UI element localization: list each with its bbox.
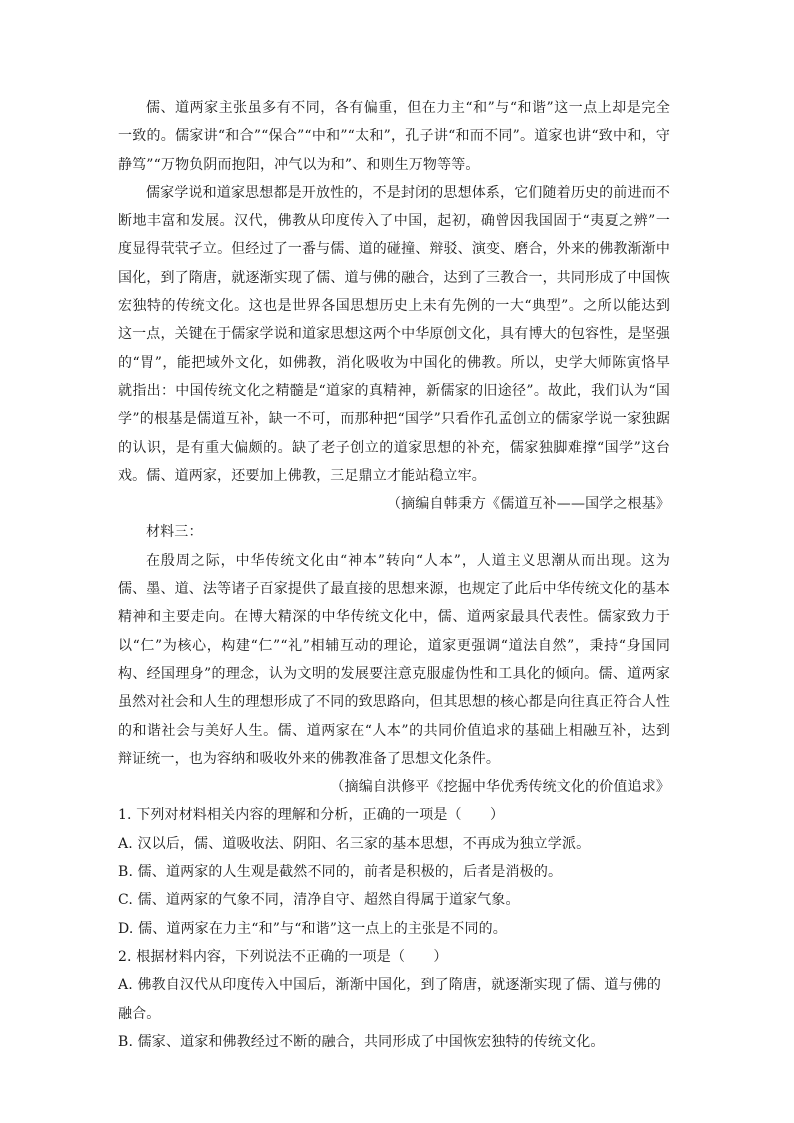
question-1-option-a: A. 汉以后，儒、道吸收法、阴阳、名三家的基本思想，不再成为独立学派。 (118, 835, 591, 852)
material3-source: （摘编自洪修平《挖掘中华优秀传统文化的价值追求》 (330, 779, 670, 796)
material2-paragraph-2: 儒家学说和道家思想都是开放性的，不是封闭的思想体系，它们随着历史的前进而不断地丰富和发展。汉代，佛教从印度传入了中国，起初，确曾因我国固于“夷夏之辨”一度显得茕茕孑立。但经过了一番与儒、道的碰撞、辩驳、演变、磨合，外来的佛教渐渐中国化，到了隋唐，就逐渐实现了儒、道与佛的融合，达到了三教合一，共同形成了中国恢宏独特的传统文化。这也是世界各国思想历史上未有先例的一大“典型”。之所以能达到这一点，关键在于儒家学说和道家思想这两个中华原创文化，具有博大的包容性，是坚强的“胃”，能把域外文化，如佛教，消化吸收为中国化的佛教。所以，史学大师陈寅恪早就指出：中国传统文化之精髓是“道家的真精神，新儒家的旧途径”。故此，我们认为“国学”的根基是儒道互补，缺一不可，而那种把“国学”只看作孔孟创立的儒家学说一家独踞的认识，是有重大偏颇的。缺了老子创立的道家思想的补充，儒家独脚难撑“国学”这台戏。儒、道两家，还要加上佛教，三足鼎立才能站稳立牢。 (118, 184, 670, 484)
material2-source: （摘编自韩秉方《儒道互补——国学之根基》 (387, 496, 670, 513)
question-1-stem: 1. 下列对材料相关内容的理解和分析，正确的一项是（ ） (118, 807, 505, 824)
question-2-option-a: A. 佛教自汉代从印度传入中国后，渐渐中国化，到了隋唐，就逐渐实现了儒、道与佛的融合。 (118, 977, 662, 1022)
document-page (118, 94, 670, 1056)
question-1-option-c: C. 儒、道两家的气象不同，清净自守、超然自得属于道家气象。 (118, 892, 520, 909)
material2-paragraph-1: 儒、道两家主张虽多有不同，各有偏重，但在力主“和”与“和谐”这一点上却是完全一致的。儒家讲“和合”“保合”“中和”“太和”，孔子讲“和而不同”。道家也讲“致中和，守静笃”“万物负阴而抱阳，冲气以为和”、和则生万物等等。 (118, 100, 670, 173)
material3-paragraph-1: 在殷周之际，中华传统文化由“神本”转向“人本”，人道主义思潮从而出现。这为儒、墨、道、法等诸子百家提供了最直接的思想来源，也规定了此后中华传统文化的基本精神和主要走向。在博大精深的中华传统文化中，儒、道两家最具代表性。儒家致力于以“仁”为核心，构建“仁”“礼”相辅互动的理论，道家更强调“道法自然”，秉持“身国同构、经国理身”的理念，认为文明的发展要注意克服虚伪性和工具化的倾向。儒、道两家虽然对社会和人生的理想形成了不同的致思路向，但其思想的核心都是向往真正符合人性的和谐社会与美好人生。儒、道两家在“人本”的共同价值追求的基础上相融互补，达到辩证统一，也为容纳和吸收外来的佛教准备了思想文化条件。 (118, 552, 670, 767)
question-2-option-b: B. 儒家、道家和佛教经过不断的融合，共同形成了中国恢宏独特的传统文化。 (118, 1033, 605, 1050)
question-2 (118, 943, 670, 1056)
question-1-option-b: B. 儒、道两家的人生观是截然不同的，前者是积极的，后者是消极的。 (118, 864, 563, 881)
question-2-stem: 2. 根据材料内容，下列说法不正确的一项是（ ） (118, 948, 448, 965)
question-1 (118, 801, 670, 942)
material3-label: 材料三： (146, 524, 203, 541)
question-1-option-d: D. 儒、道两家在力主“和”与“和谐”这一点上的主张是不同的。 (118, 920, 507, 937)
